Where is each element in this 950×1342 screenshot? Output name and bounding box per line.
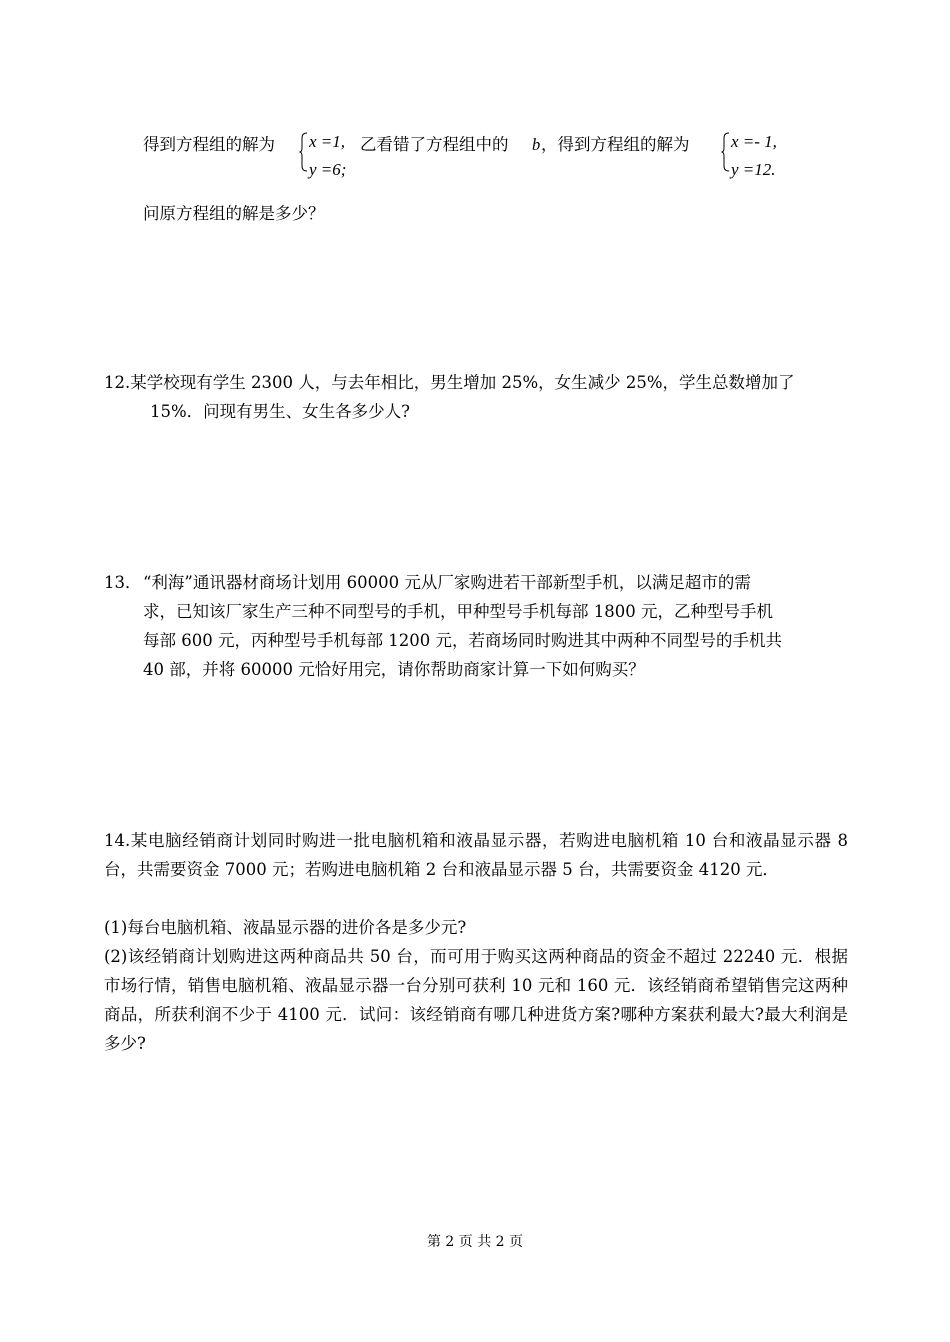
q12-line-1: 12.某学校现有学生 2300 人，与去年相比，男生增加 25%，女生减少 25%，学生总数增加了 <box>104 373 795 392</box>
system2-x: x =- 1, <box>731 132 777 151</box>
q14-part-2: (2)该经销商计划购进这两种商品共 50 台，而可用于购买这两种商品的资金不超过 22240 元．根据市场行情，销售电脑机箱、液晶显示器一台分别可获利 10 元和 160 元．该经销商希望销售完这两种商品，所获利润不少于 4100 元．试问：该经销商有哪几种进货方案?哪种方案获利最大?最大利润是多少? <box>104 947 848 1053</box>
system1-y: y =6; <box>309 160 347 179</box>
q11-text-b: 乙看错了方程组中的 <box>360 135 509 154</box>
q14-part-1: (1)每台电脑机箱、液晶显示器的进价各是多少元? <box>104 918 467 937</box>
q11-text-a: 得到方程组的解为 <box>143 135 275 154</box>
q12-line-2: 15%．问现有男生、女生各多少人? <box>150 402 411 421</box>
q13-number: 13． <box>104 573 142 592</box>
q13-line-1: “利海”通讯器材商场计划用 60000 元从厂家购进若干部新型手机，以满足超市的需 <box>143 573 751 592</box>
q13-line-3: 每部 600 元，丙种型号手机每部 1200 元，若商场同时购进其中两种不同型号的手机共 <box>143 631 782 650</box>
q11-question: 问原方程组的解是多少？ <box>143 204 325 223</box>
page-footer: 第 2 页 共 2 页 <box>426 1234 524 1250</box>
q13-line-2: 求，已知该厂家生产三种不同型号的手机，甲种型号手机每部 1800 元，乙种型号手机 <box>143 602 773 621</box>
system1-x: x =1, <box>309 132 346 151</box>
system2-brace <box>721 132 730 172</box>
q11-text-c: ，得到方程组的解为 <box>541 135 690 154</box>
q11-var-b: b <box>532 135 541 154</box>
q13-line-4: 40 部，并将 60000 元恰好用完，请你帮助商家计算一下如何购买？ <box>143 660 645 679</box>
q14-stem: 14.某电脑经销商计划同时购进一批电脑机箱和液晶显示器，若购进电脑机箱 10 台和液晶显示器 8 台，共需要资金 7000 元；若购进电脑机箱 2 台和液晶显示器 5 台，共需要资金 4120 元． <box>104 831 848 879</box>
system1-brace <box>299 132 308 172</box>
system2-y: y =12. <box>731 160 776 179</box>
